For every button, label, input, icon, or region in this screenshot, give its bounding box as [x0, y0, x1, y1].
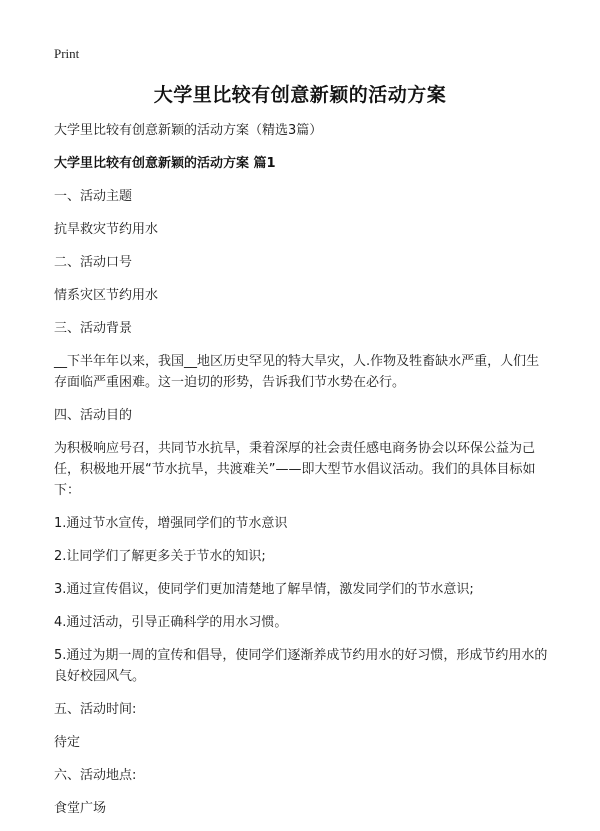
- document-subtitle: 大学里比较有创意新颖的活动方案（精选3篇）: [54, 123, 323, 138]
- document-body: [54, 120, 550, 831]
- document-title: 大学里比较有创意新颖的活动方案: [153, 84, 447, 106]
- goal-item-1: 1.通过节水宣传，增强同学们的节水意识: [54, 516, 288, 531]
- heading-activity-slogan: 二、活动口号: [54, 255, 133, 270]
- heading-activity-time: 五、活动时间:: [54, 702, 137, 717]
- section-heading: 大学里比较有创意新颖的活动方案 篇1: [54, 156, 276, 171]
- goal-item-5: 5.通过为期一周的宣传和倡导，使同学们逐渐养成节约用水的好习惯，形成节约用水的良好校园风气。: [54, 648, 548, 684]
- activity-slogan-text: 情系灾区节约用水: [54, 288, 159, 303]
- activity-theme-text: 抗旱救灾节约用水: [54, 222, 159, 237]
- goal-item-4: 4.通过活动，引导正确科学的用水习惯。: [54, 615, 288, 630]
- heading-activity-location: 六、活动地点:: [54, 768, 137, 783]
- activity-background-text: __下半年年以来，我国__地区历史罕见的特大旱灾，人.作物及牲畜缺水严重，人们生存面临严重困难。这一迫切的形势，告诉我们节水势在必行。: [54, 354, 540, 390]
- heading-activity-theme: 一、活动主题: [54, 189, 133, 204]
- print-label: Print: [54, 46, 80, 61]
- heading-activity-background: 三、活动背景: [54, 321, 133, 336]
- activity-purpose-text: 为积极响应号召，共同节水抗旱，秉着深厚的社会责任感电商务协会以环保公益为己任，积极地开展“节水抗旱，共渡难关”——即大型节水倡议活动。我们的具体目标如下：: [54, 441, 536, 498]
- goal-item-3: 3.通过宣传倡议，使同学们更加清楚地了解旱情，激发同学们的节水意识;: [54, 582, 474, 597]
- activity-location-text: 食堂广场: [54, 801, 107, 816]
- goal-item-2: 2.让同学们了解更多关于节水的知识;: [54, 549, 266, 564]
- heading-activity-purpose: 四、活动目的: [54, 408, 133, 423]
- activity-time-text: 待定: [54, 735, 81, 750]
